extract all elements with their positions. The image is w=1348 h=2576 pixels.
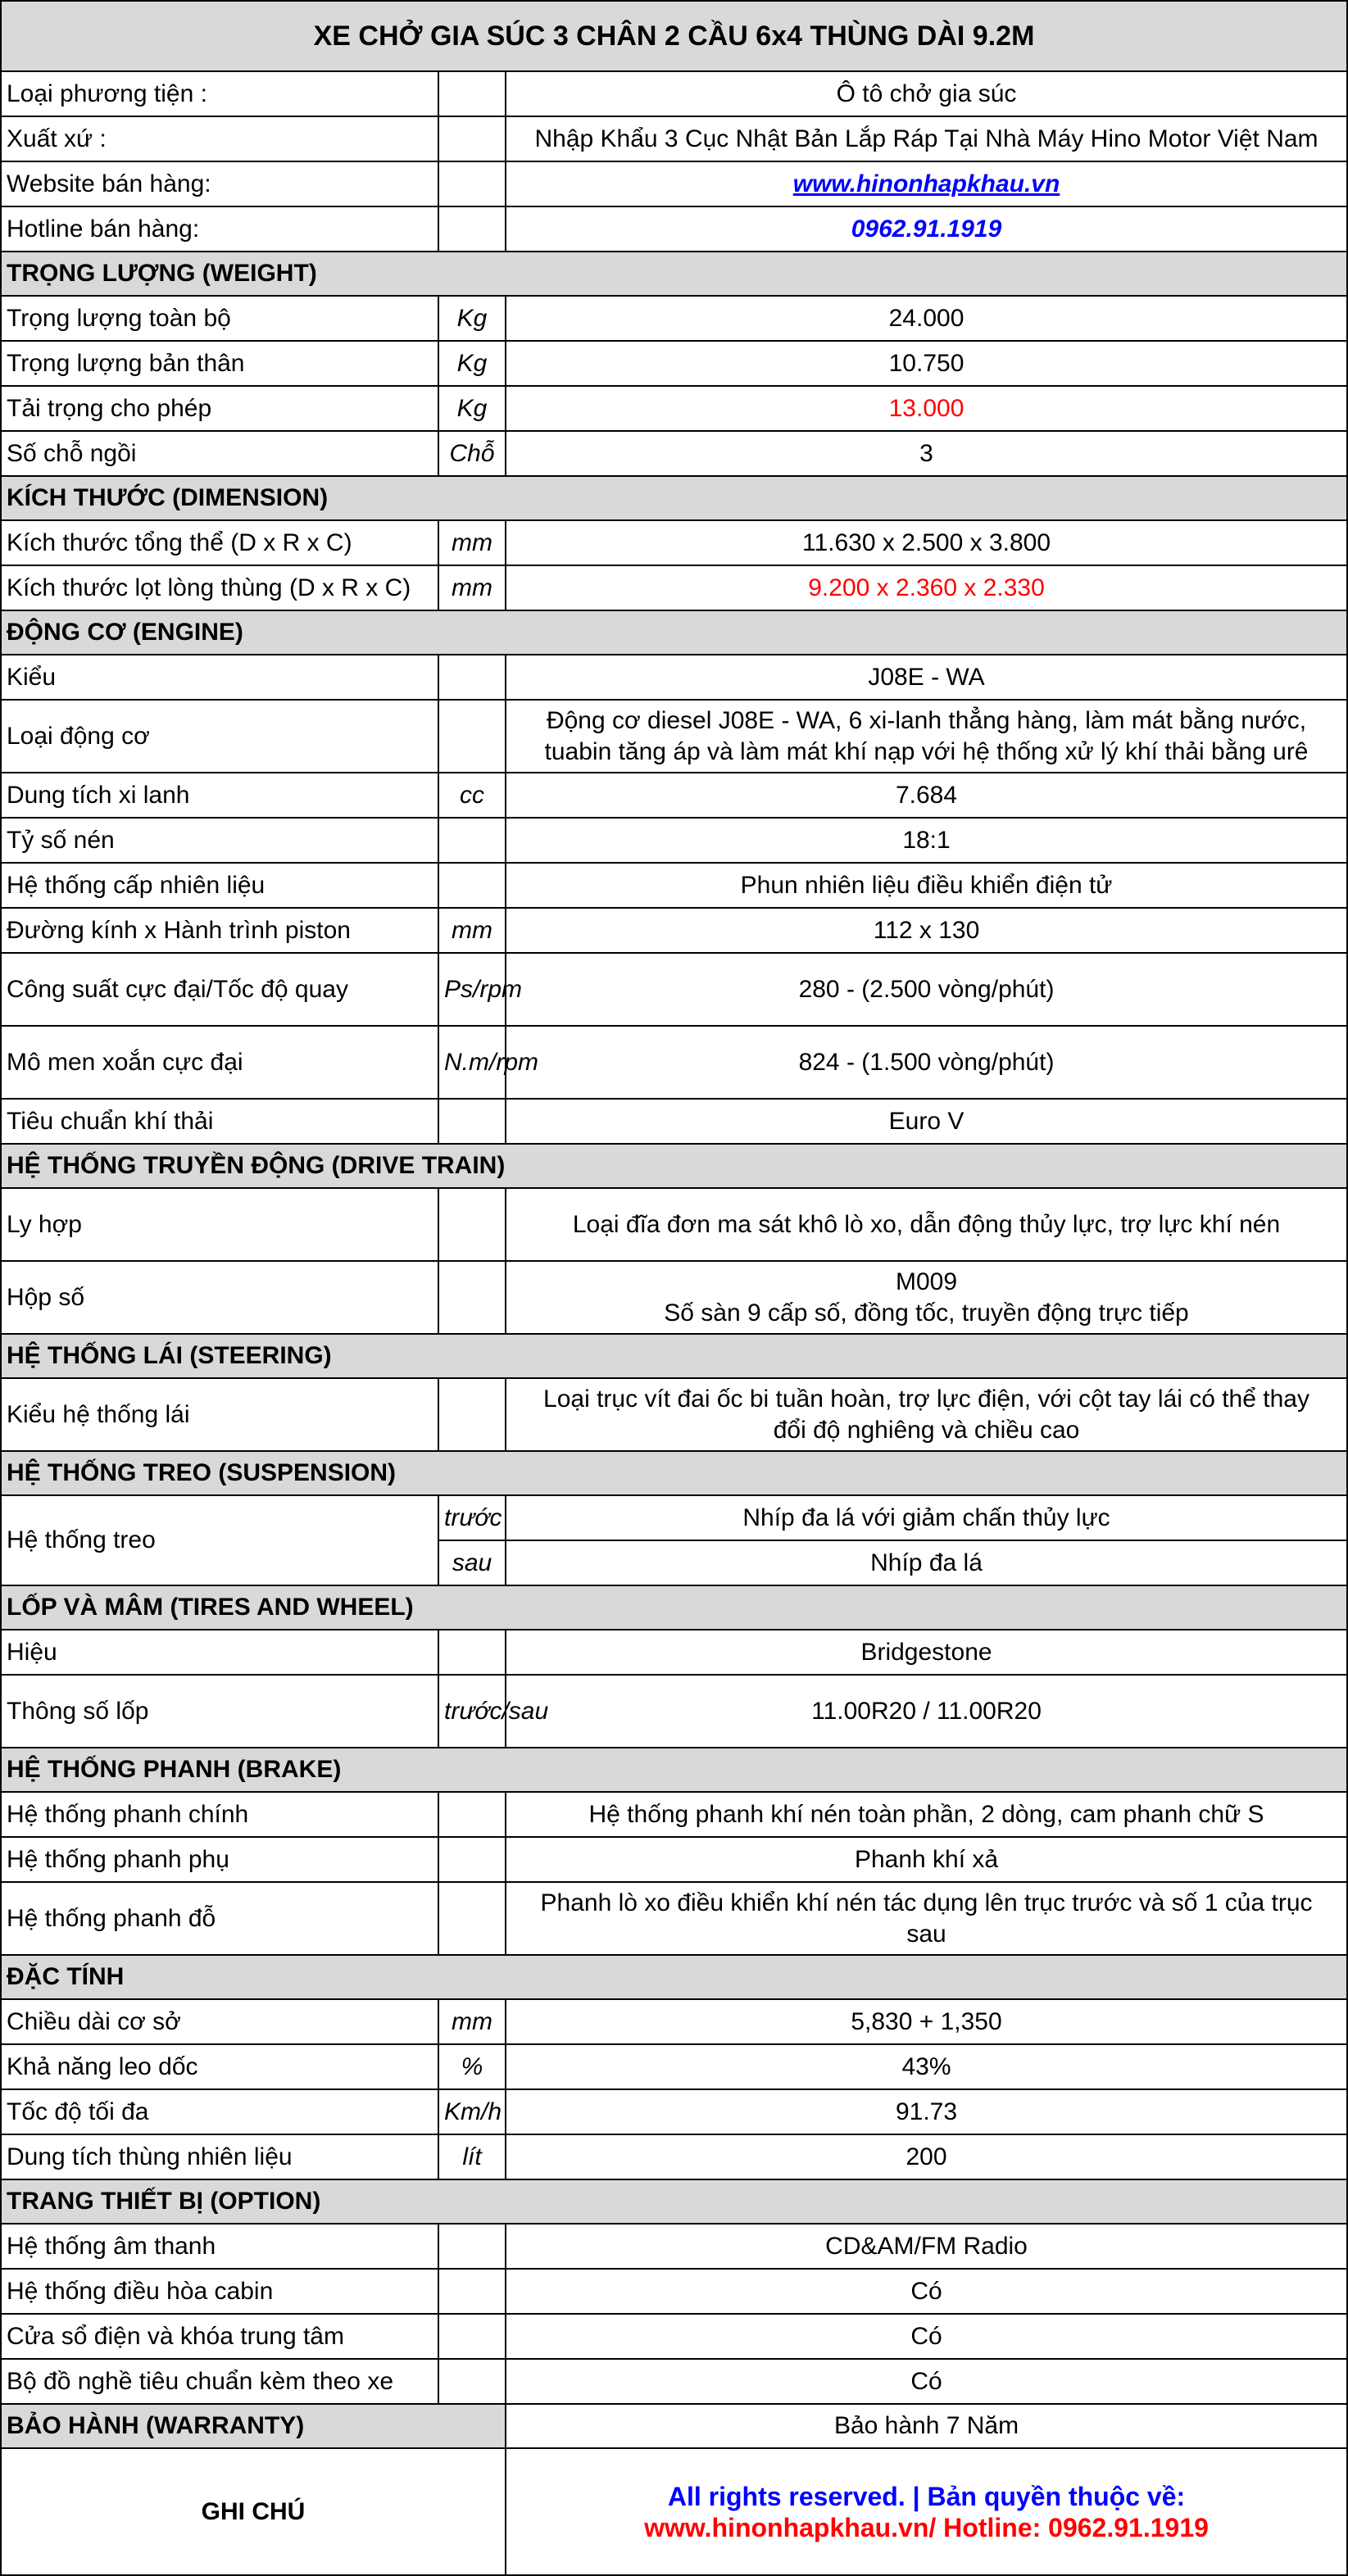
row-unit: Kg [438,386,506,431]
section-header-row [1,1334,1347,1378]
row-unit: Ps/rpm [438,953,506,1026]
row-value [506,1261,1347,1334]
note-label: GHI CHÚ [1,2448,506,2575]
website-link[interactable]: www.hinonhapkhau.vn [792,170,1060,197]
row-unit: trước/sau [438,1675,506,1748]
row-label: Kích thước tổng thể (D x R x C) [1,520,438,565]
row-unit [438,2314,506,2359]
row-unit [438,655,506,700]
table-row [1,386,1347,431]
row-value [506,1882,1347,1955]
table-row [1,2359,1347,2404]
row-label: Kích thước lọt lòng thùng (D x R x C) [1,565,438,610]
section-header-row [1,1144,1347,1188]
table-row [1,296,1347,341]
hotline-value: 0962.91.1919 [851,215,1002,243]
row-label: Tải trọng cho phép [1,386,438,431]
table-row [1,2089,1347,2134]
table-row [1,206,1347,252]
table-row [1,1999,1347,2044]
table-row [1,565,1347,610]
row-value: Nhíp đa lá với giảm chấn thủy lực [506,1495,1347,1540]
row-unit [438,818,506,863]
row-unit: lít [438,2134,506,2179]
row-value: 11.630 x 2.500 x 3.800 [506,520,1347,565]
value-line: M009 [895,1268,958,1295]
row-value: 18:1 [506,818,1347,863]
value-line: Loại trục vít đai ốc bi tuần hoàn, trợ lực điện, với cột tay lái có thể thay [543,1385,1309,1413]
table-row [1,773,1347,818]
table-row [1,1792,1347,1837]
table-row [1,655,1347,700]
row-value: Ô tô chở gia súc [506,71,1347,116]
row-label: Website bán hàng: [1,161,438,206]
row-unit: Km/h [438,2089,506,2134]
row-label: Trọng lượng toàn bộ [1,296,438,341]
row-label: Cửa sổ điện và khóa trung tâm [1,2314,438,2359]
row-label: Bộ đồ nghề tiêu chuẩn kèm theo xe [1,2359,438,2404]
row-value: 43% [506,2044,1347,2089]
row-value: Có [506,2314,1347,2359]
value-line: đổi độ nghiêng và chiều cao [773,1416,1080,1444]
table-row [1,1026,1347,1099]
value-line: Phanh lò xo điều khiển khí nén tác dụng lên trục trước và số 1 của trục [540,1889,1313,1916]
section-header-options: TRANG THIẾT BỊ (OPTION) [1,2179,1347,2224]
row-unit: sau [438,1540,506,1585]
value-line: Động cơ diesel J08E - WA, 6 xi-lanh thẳng hàng, làm mát bằng nước, [546,706,1307,734]
row-label: Tỷ số nén [1,818,438,863]
row-label: Thông số lốp [1,1675,438,1748]
hotline-cell [506,206,1347,252]
row-unit [438,1630,506,1675]
title-row [1,1,1347,71]
table-row [1,953,1347,1026]
table-row [1,341,1347,386]
row-value: 7.684 [506,773,1347,818]
row-unit [438,2269,506,2314]
section-header-steering: HỆ THỐNG LÁI (STEERING) [1,1334,1347,1378]
row-unit [438,2359,506,2404]
table-row [1,161,1347,206]
row-value: 10.750 [506,341,1347,386]
row-label: Loại động cơ [1,700,438,773]
note-value [506,2448,1347,2575]
row-value [506,700,1347,773]
value-line: Số sàn 9 cấp số, đồng tốc, truyền động trực tiếp [664,1299,1189,1327]
row-value: 13.000 [506,386,1347,431]
row-value: 112 x 130 [506,908,1347,953]
row-value: Hệ thống phanh khí nén toàn phần, 2 dòng, cam phanh chữ S [506,1792,1347,1837]
row-label: Hệ thống treo [1,1495,438,1585]
row-label: Ly hợp [1,1188,438,1261]
row-value: Bridgestone [506,1630,1347,1675]
table-row [1,2134,1347,2179]
row-value: Có [506,2359,1347,2404]
row-label: Chiều dài cơ sở [1,1999,438,2044]
row-unit: mm [438,908,506,953]
table-row [1,1378,1347,1451]
row-label: Hotline bán hàng: [1,206,438,252]
section-header-engine: ĐỘNG CƠ (ENGINE) [1,610,1347,655]
table-row [1,2044,1347,2089]
row-unit: % [438,2044,506,2089]
row-unit [438,1261,506,1334]
row-unit: Kg [438,296,506,341]
page-title: XE CHỞ GIA SÚC 3 CHÂN 2 CẦU 6x4 THÙNG DÀI 9.2M [1,1,1347,71]
row-unit [438,161,506,206]
section-header-drivetrain: HỆ THỐNG TRUYỀN ĐỘNG (DRIVE TRAIN) [1,1144,1347,1188]
row-unit: Kg [438,341,506,386]
section-header-dimension: KÍCH THƯỚC (DIMENSION) [1,476,1347,520]
row-value: 824 - (1.500 vòng/phút) [506,1026,1347,1099]
row-label: Hệ thống điều hòa cabin [1,2269,438,2314]
table-row [1,818,1347,863]
row-unit [438,1882,506,1955]
section-header-row [1,1451,1347,1495]
row-unit [438,700,506,773]
row-label: Kiểu hệ thống lái [1,1378,438,1451]
table-row [1,1099,1347,1144]
row-label: Khả năng leo dốc [1,2044,438,2089]
row-unit: mm [438,520,506,565]
table-row [1,700,1347,773]
copyright-text: All rights reserved. | Bản quyền thuộc về: [667,2481,1186,2511]
section-header-row [1,252,1347,296]
note-row [1,2448,1347,2575]
table-row [1,1630,1347,1675]
row-unit: Chỗ [438,431,506,476]
row-unit [438,206,506,252]
row-value: Nhập Khẩu 3 Cục Nhật Bản Lắp Ráp Tại Nhà Máy Hino Motor Việt Nam [506,116,1347,161]
row-value: 24.000 [506,296,1347,341]
row-unit [438,71,506,116]
row-label: Mô men xoắn cực đại [1,1026,438,1099]
row-unit [438,116,506,161]
row-unit [438,2224,506,2269]
row-unit [438,863,506,908]
row-value: 11.00R20 / 11.00R20 [506,1675,1347,1748]
row-unit [438,1188,506,1261]
row-value: Euro V [506,1099,1347,1144]
section-header-tires: LỐP VÀ MÂM (TIRES AND WHEEL) [1,1585,1347,1630]
table-row [1,2269,1347,2314]
row-value: J08E - WA [506,655,1347,700]
table-row [1,2224,1347,2269]
section-header-row [1,610,1347,655]
website-cell [506,161,1347,206]
table-row [1,2314,1347,2359]
section-header-row [1,1748,1347,1792]
row-value: Phun nhiên liệu điều khiển điện tử [506,863,1347,908]
row-label: Loại phương tiện : [1,71,438,116]
row-label: Đường kính x Hành trình piston [1,908,438,953]
table-row [1,1495,1347,1540]
row-label: Hệ thống âm thanh [1,2224,438,2269]
value-line: tuabin tăng áp và làm mát khí nạp với hệ thống xử lý khí thải bằng urê [544,737,1309,765]
row-unit: trước [438,1495,506,1540]
row-value [506,1378,1347,1451]
row-label: Hộp số [1,1261,438,1334]
row-label: Tốc độ tối đa [1,2089,438,2134]
row-unit [438,1099,506,1144]
row-value: Có [506,2269,1347,2314]
row-label: Xuất xứ : [1,116,438,161]
row-label: Hệ thống cấp nhiên liệu [1,863,438,908]
row-unit: mm [438,1999,506,2044]
table-row [1,1675,1347,1748]
row-unit [438,1792,506,1837]
row-value: 280 - (2.500 vòng/phút) [506,953,1347,1026]
row-label: Hiệu [1,1630,438,1675]
section-header-row [1,1585,1347,1630]
warranty-label: BẢO HÀNH (WARRANTY) [1,2404,506,2448]
table-row [1,863,1347,908]
row-value: CD&AM/FM Radio [506,2224,1347,2269]
warranty-value: Bảo hành 7 Năm [506,2404,1347,2448]
row-label: Hệ thống phanh đỗ [1,1882,438,1955]
row-label: Số chỗ ngồi [1,431,438,476]
table-row [1,1837,1347,1882]
row-value: 9.200 x 2.360 x 2.330 [506,565,1347,610]
row-unit [438,1837,506,1882]
row-label: Dung tích thùng nhiên liệu [1,2134,438,2179]
row-label: Hệ thống phanh phụ [1,1837,438,1882]
row-value: 3 [506,431,1347,476]
table-row [1,1882,1347,1955]
row-unit: cc [438,773,506,818]
table-row [1,71,1347,116]
row-label: Tiêu chuẩn khí thải [1,1099,438,1144]
section-header-features: ĐẶC TÍNH [1,1955,1347,1999]
table-row [1,116,1347,161]
row-label: Kiểu [1,655,438,700]
row-value: 5,830 + 1,350 [506,1999,1347,2044]
table-row [1,1261,1347,1334]
table-row [1,1188,1347,1261]
row-value: Phanh khí xả [506,1837,1347,1882]
row-value: Nhíp đa lá [506,1540,1347,1585]
row-unit: mm [438,565,506,610]
section-header-row [1,1955,1347,1999]
table-row [1,908,1347,953]
table-row [1,520,1347,565]
row-unit: N.m/rpm [438,1026,506,1099]
row-unit [438,1378,506,1451]
section-header-suspension: HỆ THỐNG TREO (SUSPENSION) [1,1451,1347,1495]
section-header-row [1,2179,1347,2224]
row-label: Công suất cực đại/Tốc độ quay [1,953,438,1026]
section-header-weight: TRỌNG LƯỢNG (WEIGHT) [1,252,1347,296]
warranty-row [1,2404,1347,2448]
row-label: Dung tích xi lanh [1,773,438,818]
section-header-row [1,476,1347,520]
section-header-brake: HỆ THỐNG PHANH (BRAKE) [1,1748,1347,1792]
row-label: Hệ thống phanh chính [1,1792,438,1837]
row-value: Loại đĩa đơn ma sát khô lò xo, dẫn động thủy lực, trợ lực khí nén [506,1188,1347,1261]
row-label: Trọng lượng bản thân [1,341,438,386]
value-line: sau [906,1920,946,1948]
contact-link[interactable]: www.hinonhapkhau.vn/ Hotline: 0962.91.1919 [644,2512,1209,2542]
row-value: 91.73 [506,2089,1347,2134]
table-row [1,431,1347,476]
row-value: 200 [506,2134,1347,2179]
